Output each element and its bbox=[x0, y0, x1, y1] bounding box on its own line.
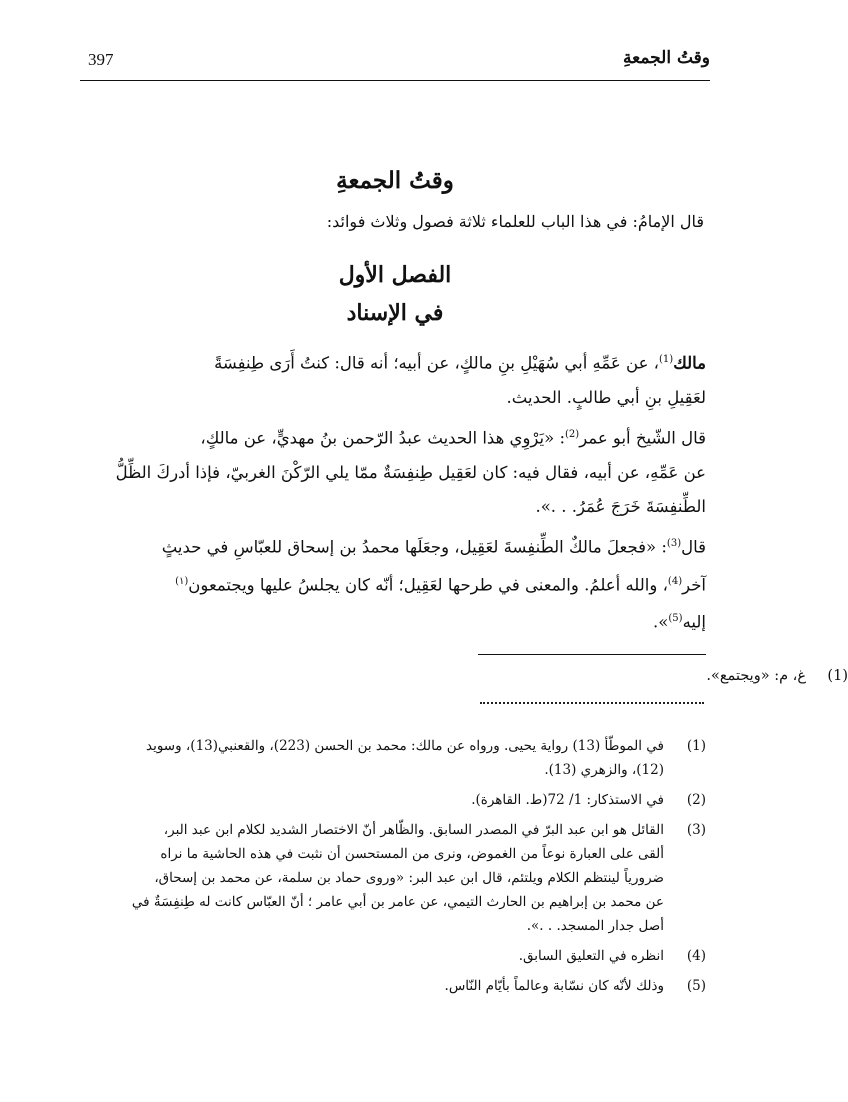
page-number: 397 bbox=[88, 50, 114, 69]
footnote-line: أصل جدار المسجد. . .». bbox=[526, 918, 664, 934]
footnote-number: (2) bbox=[686, 792, 706, 808]
footnote-ref: (4) bbox=[667, 575, 683, 587]
footnote bbox=[70, 818, 706, 938]
footnote-line: وذلك لأنّه كان نسّابة وعالماً بأيّام النّاس. bbox=[444, 978, 664, 994]
paragraph-text: : «يَرْوِي هذا الحديث عبدُ الرّحمن بنُ مهديٍّ، عن مالكٍ، bbox=[200, 428, 566, 448]
running-header bbox=[80, 48, 710, 78]
footnote-ref: (1) bbox=[659, 354, 674, 365]
footnote bbox=[70, 944, 706, 968]
footnote-number: (5) bbox=[686, 978, 706, 994]
paragraph-line bbox=[76, 527, 706, 565]
paragraph-text: ، والله أعلمُ. والمعنى في طرحها لعَقِيل؛ أنّه كان يجلسُ عليها ويجتمعون bbox=[188, 575, 668, 594]
footnote-line: في الاستذكار: 1/ 72(ط. القاهرة). bbox=[471, 792, 664, 808]
footnote-line: عن محمد بن إبراهيم بن الحارث التيمي، عن عامر بن أبي عامر ؛ أنّ العبّاس كانت له طِنفِسَةٌ في bbox=[131, 894, 664, 910]
footnotes bbox=[70, 734, 706, 1004]
variant-ref: (١) bbox=[175, 575, 189, 587]
footnote-line: القائل هو ابن عبد البرّ في المصدر السابق. والظّاهر أنّ الاختصار الشديد لكلام ابن عبد البر، bbox=[163, 822, 664, 838]
paragraph-3 bbox=[76, 527, 706, 640]
paragraph-text: : «فجعلَ مالكٌ الطِّنفِسةَ لعَقِيل، وجعَلَها محمدُ بن إسحاق للعبّاسِ في حديثٍ bbox=[161, 537, 667, 557]
footnote-ref: (3) bbox=[666, 538, 682, 549]
footnote-line: ضرورياً لينتظم الكلام ويلتئم، قال ابن عبد البر: «وروى حماد بن سلمة، عن محمد بن إسحاق، bbox=[154, 870, 664, 886]
intro-text: قال الإمامُ: في هذا الباب للعلماء ثلاثة فصول وثلاث فوائد: bbox=[326, 212, 704, 231]
variant-note-number: (1) bbox=[827, 668, 848, 684]
footnote-text bbox=[70, 818, 664, 938]
footnote-ref: (2) bbox=[565, 429, 580, 440]
footnote-text bbox=[70, 944, 664, 968]
footnote-text bbox=[70, 788, 664, 812]
footnote-number: (3) bbox=[686, 822, 706, 838]
footnote bbox=[70, 734, 706, 782]
paragraph-2 bbox=[76, 418, 706, 524]
variant-note bbox=[80, 664, 848, 688]
footnote-number: (4) bbox=[686, 948, 706, 964]
lead-word: مالك bbox=[673, 353, 706, 373]
paragraph-line bbox=[76, 602, 706, 640]
footnote-text bbox=[70, 734, 664, 782]
footnote-text bbox=[70, 974, 664, 998]
section-subtitle: في الإسناد bbox=[346, 300, 444, 326]
variant-note-text: غ، م: «ويجتمع». bbox=[706, 668, 806, 684]
paragraph-line bbox=[76, 565, 706, 603]
footnote-line: ألقى على العبارة نوعاً من الغموض، ونرى من المستحسن أن نثبت في هذه الحاشية ما نراه bbox=[160, 846, 664, 862]
paragraph-1 bbox=[76, 343, 706, 415]
paragraph-line: الطِّنفِسَةَ خَرَجَ عُمَرُ. . .». bbox=[535, 496, 706, 516]
footnote-line: انظره في التعليق السابق. bbox=[518, 948, 664, 964]
footnote-line: (12)، والزهري (13). bbox=[544, 762, 664, 778]
footnote-number: (1) bbox=[686, 738, 706, 754]
running-title: وقتُ الجمعةِ bbox=[623, 48, 710, 68]
paragraph-line: عن عَمِّهِ، عن أبيه، فقال فيه: كان لعَقِيل طِنفِسَةٌ ممّا يلي الرّكْنَ الغربيّ، فإذا أدركَ الظِّلُّ bbox=[115, 462, 706, 482]
paragraph-line: لعَقِيلِ بنِ أبي طالبٍ. الحديث. bbox=[506, 387, 706, 407]
chapter-title: وقتُ الجمعةِ bbox=[336, 167, 454, 194]
footnote bbox=[70, 788, 706, 812]
dotted-separator bbox=[480, 702, 704, 704]
paragraph-text: ، عن عَمِّهِ أبي سُهَيْلِ بنِ مالكٍ، عن أبيه؛ أنه قال: كنتُ أَرَى طِنفِسَةً bbox=[214, 353, 659, 373]
paragraph-text: إليه bbox=[682, 612, 706, 632]
variant-note-rule bbox=[478, 654, 706, 655]
paragraph-text: ». bbox=[653, 612, 669, 632]
footnote bbox=[70, 974, 706, 998]
section-title: الفصل الأول bbox=[338, 262, 452, 288]
paragraph-text: قال bbox=[681, 537, 706, 557]
footnote-ref: (5) bbox=[668, 613, 683, 624]
paragraph-text: قال الشّيخ أبو عمر bbox=[579, 428, 706, 448]
header-rule bbox=[80, 80, 710, 81]
footnote-line: في الموطّأ (13) رواية يحيى. ورواه عن مالك: محمد بن الحسن (223)، والقعنبي(13)، وسويد bbox=[145, 738, 664, 754]
paragraph-line bbox=[76, 343, 706, 381]
paragraph-text: آخر bbox=[682, 575, 706, 594]
paragraph-line bbox=[76, 418, 706, 456]
